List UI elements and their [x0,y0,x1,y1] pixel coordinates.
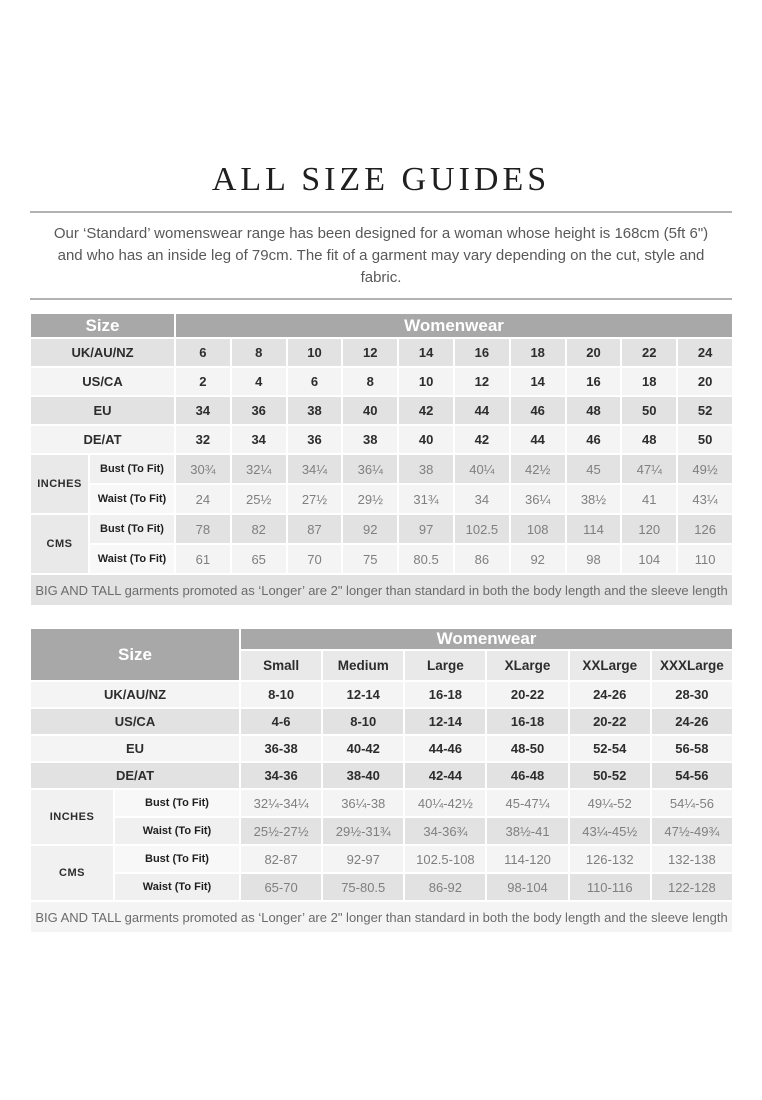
fit-subheader: Medium [323,651,403,680]
unit-label: INCHES [31,790,113,844]
size-value-cell: 24-26 [652,709,732,734]
size-value-cell: 18 [511,339,565,366]
measure-value-cell: 31¾ [399,485,453,513]
measure-value-cell: 25½ [232,485,286,513]
measure-value-cell: 92 [511,545,565,573]
size-value-cell: 2 [176,368,230,395]
size-value-cell: 38-40 [323,763,403,788]
measure-value-cell: 108 [511,515,565,543]
size-value-cell: 38 [343,426,397,453]
fit-subheader: Large [405,651,485,680]
measure-label: Waist (To Fit) [115,874,239,900]
alpha-womenswear-size-table [0,627,762,934]
measure-label: Bust (To Fit) [90,455,174,483]
size-value-cell: 44 [455,397,509,424]
size-value-cell: 50 [622,397,676,424]
measure-value-cell: 36¼-38 [323,790,403,816]
measure-value-cell: 87 [288,515,342,543]
measure-value-cell: 32¼-34¼ [241,790,321,816]
measure-label: Bust (To Fit) [115,846,239,872]
measure-value-cell: 36¼ [343,455,397,483]
measure-label: Waist (To Fit) [90,485,174,513]
measure-value-cell: 92 [343,515,397,543]
size-value-cell: 42 [399,397,453,424]
measure-value-cell: 40¼ [455,455,509,483]
divider-bottom [30,298,732,300]
size-value-cell: 46 [567,426,621,453]
alpha-size-table [29,627,734,934]
measure-value-cell: 27½ [288,485,342,513]
size-header: Size [31,629,239,680]
womenwear-header: Womenwear [241,629,732,649]
size-value-cell: 48 [567,397,621,424]
measure-value-cell: 86-92 [405,874,485,900]
size-system-label: EU [31,736,239,761]
size-value-cell: 34-36 [241,763,321,788]
size-value-cell: 18 [622,368,676,395]
size-value-cell: 10 [288,339,342,366]
measure-value-cell: 65-70 [241,874,321,900]
measure-label: Bust (To Fit) [90,515,174,543]
measure-value-cell: 38½ [567,485,621,513]
size-value-cell: 8 [232,339,286,366]
size-value-cell: 36-38 [241,736,321,761]
measure-value-cell: 38 [399,455,453,483]
measure-value-cell: 102.5 [455,515,509,543]
size-system-label: US/CA [31,709,239,734]
size-system-label: US/CA [31,368,174,395]
measure-label: Bust (To Fit) [115,790,239,816]
measure-value-cell: 102.5-108 [405,846,485,872]
measure-value-cell: 65 [232,545,286,573]
intro-text: Our ‘Standard’ womenswear range has been designed for a woman whose height is 168cm (5ft 6") and who has an inside leg of 79cm. The fit of a garment may vary depending on the cut, style and fabric. [53,225,709,286]
size-value-cell: 16-18 [405,682,485,707]
unit-label: CMS [31,515,88,573]
measure-value-cell: 98-104 [487,874,567,900]
measure-value-cell: 29½ [343,485,397,513]
table-note: BIG AND TALL garments promoted as ‘Longer’ are 2" longer than standard in both the body length and the sleeve length [31,902,732,932]
measure-value-cell: 54¼-56 [652,790,732,816]
size-value-cell: 16 [567,368,621,395]
size-value-cell: 12 [343,339,397,366]
fit-subheader: XXXLarge [652,651,732,680]
size-value-cell: 6 [288,368,342,395]
size-value-cell: 52 [678,397,732,424]
size-value-cell: 34 [176,397,230,424]
size-value-cell: 24-26 [570,682,650,707]
measure-value-cell: 82 [232,515,286,543]
size-value-cell: 50 [678,426,732,453]
standard-size-table [29,312,734,607]
size-value-cell: 42-44 [405,763,485,788]
size-value-cell: 36 [232,397,286,424]
measure-value-cell: 110-116 [570,874,650,900]
size-value-cell: 56-58 [652,736,732,761]
size-value-cell: 40-42 [323,736,403,761]
size-value-cell: 16-18 [487,709,567,734]
measure-value-cell: 38½-41 [487,818,567,844]
measure-value-cell: 43¼ [678,485,732,513]
size-value-cell: 50-52 [570,763,650,788]
measure-value-cell: 120 [622,515,676,543]
womenwear-header: Womenwear [176,314,732,337]
measure-value-cell: 70 [288,545,342,573]
size-value-cell: 54-56 [652,763,732,788]
size-value-cell: 4-6 [241,709,321,734]
size-value-cell: 8-10 [241,682,321,707]
size-system-label: DE/AT [31,426,174,453]
size-value-cell: 36 [288,426,342,453]
size-system-label: UK/AU/NZ [31,339,174,366]
size-value-cell: 38 [288,397,342,424]
measure-value-cell: 75-80.5 [323,874,403,900]
size-value-cell: 40 [399,426,453,453]
size-value-cell: 24 [678,339,732,366]
measure-label: Waist (To Fit) [115,818,239,844]
measure-value-cell: 40¼-42½ [405,790,485,816]
measure-value-cell: 47¼ [622,455,676,483]
size-value-cell: 14 [399,339,453,366]
measure-value-cell: 114 [567,515,621,543]
fit-subheader: Small [241,651,321,680]
measure-value-cell: 42½ [511,455,565,483]
page-title: ALL SIZE GUIDES [211,161,551,198]
size-value-cell: 32 [176,426,230,453]
size-system-label: UK/AU/NZ [31,682,239,707]
size-value-cell: 46-48 [487,763,567,788]
size-value-cell: 8 [343,368,397,395]
measure-value-cell: 110 [678,545,732,573]
size-value-cell: 12-14 [405,709,485,734]
fit-subheader: XLarge [487,651,567,680]
size-header: Size [31,314,174,337]
measure-value-cell: 34-36¾ [405,818,485,844]
measure-value-cell: 61 [176,545,230,573]
size-value-cell: 6 [176,339,230,366]
size-value-cell: 12 [455,368,509,395]
unit-label: CMS [31,846,113,900]
measure-value-cell: 47½-49¾ [652,818,732,844]
measure-value-cell: 86 [455,545,509,573]
size-value-cell: 44-46 [405,736,485,761]
measure-value-cell: 36¼ [511,485,565,513]
size-value-cell: 16 [455,339,509,366]
measure-value-cell: 126 [678,515,732,543]
size-value-cell: 4 [232,368,286,395]
size-value-cell: 52-54 [570,736,650,761]
fit-subheader: XXLarge [570,651,650,680]
measure-value-cell: 49½ [678,455,732,483]
size-value-cell: 28-30 [652,682,732,707]
unit-label: INCHES [31,455,88,513]
measure-value-cell: 45-47¼ [487,790,567,816]
measure-value-cell: 43¼-45½ [570,818,650,844]
measure-value-cell: 30¾ [176,455,230,483]
measure-value-cell: 49¼-52 [570,790,650,816]
measure-value-cell: 34¼ [288,455,342,483]
size-value-cell: 12-14 [323,682,403,707]
measure-value-cell: 34 [455,485,509,513]
size-value-cell: 48 [622,426,676,453]
size-value-cell: 10 [399,368,453,395]
divider-top [30,211,732,213]
size-value-cell: 20-22 [487,682,567,707]
size-value-cell: 22 [622,339,676,366]
size-value-cell: 46 [511,397,565,424]
measure-value-cell: 45 [567,455,621,483]
measure-value-cell: 104 [622,545,676,573]
measure-value-cell: 122-128 [652,874,732,900]
table-note: BIG AND TALL garments promoted as ‘Longer’ are 2" longer than standard in both the body length and the sleeve length [31,575,732,605]
size-value-cell: 34 [232,426,286,453]
measure-value-cell: 25½-27½ [241,818,321,844]
measure-value-cell: 82-87 [241,846,321,872]
size-system-label: EU [31,397,174,424]
measure-value-cell: 97 [399,515,453,543]
measure-value-cell: 98 [567,545,621,573]
measure-value-cell: 29½-31¾ [323,818,403,844]
measure-value-cell: 41 [622,485,676,513]
size-value-cell: 42 [455,426,509,453]
measure-value-cell: 114-120 [487,846,567,872]
size-value-cell: 44 [511,426,565,453]
size-value-cell: 20-22 [570,709,650,734]
measure-label: Waist (To Fit) [90,545,174,573]
measure-value-cell: 24 [176,485,230,513]
size-value-cell: 20 [678,368,732,395]
size-value-cell: 8-10 [323,709,403,734]
measure-value-cell: 132-138 [652,846,732,872]
measure-value-cell: 126-132 [570,846,650,872]
measure-value-cell: 80.5 [399,545,453,573]
measure-value-cell: 78 [176,515,230,543]
size-value-cell: 40 [343,397,397,424]
measure-value-cell: 75 [343,545,397,573]
size-value-cell: 20 [567,339,621,366]
measure-value-cell: 32¼ [232,455,286,483]
size-value-cell: 48-50 [487,736,567,761]
measure-value-cell: 92-97 [323,846,403,872]
standard-womenswear-size-table [0,312,762,607]
size-system-label: DE/AT [31,763,239,788]
size-value-cell: 14 [511,368,565,395]
